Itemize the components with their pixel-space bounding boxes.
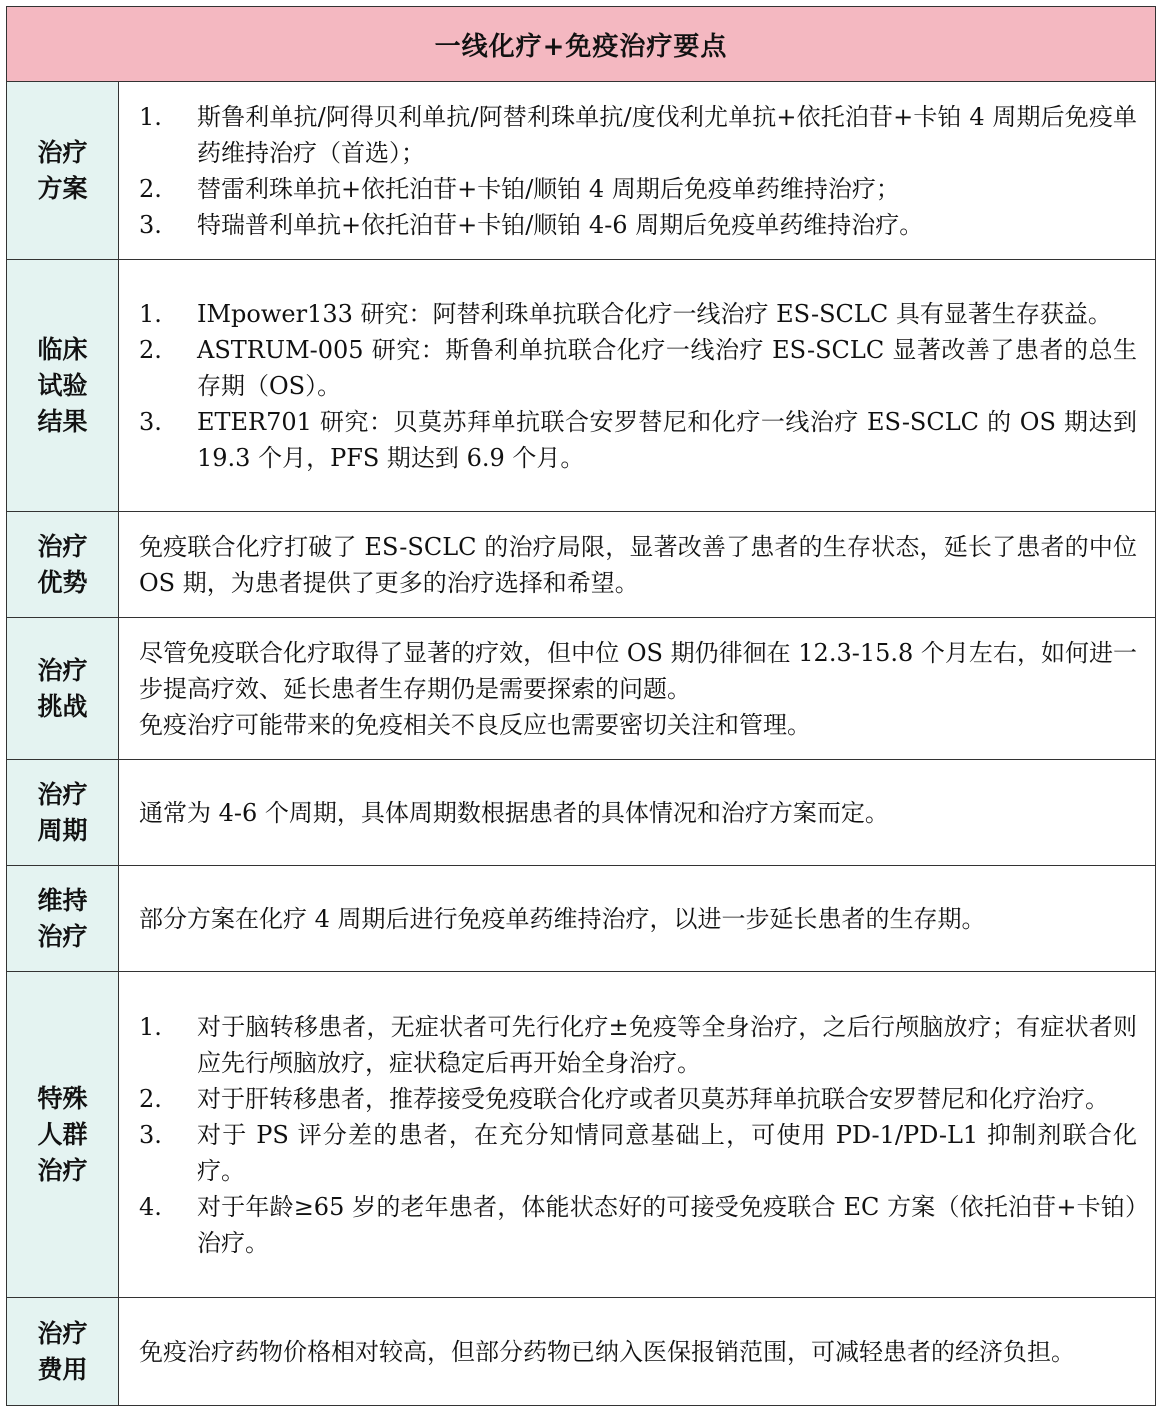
row-label: 治疗挑战 — [37, 655, 88, 721]
row-label: 治疗周期 — [37, 779, 88, 845]
row-content-cell — [119, 260, 1156, 512]
row-content-cell — [119, 972, 1156, 1298]
list-item-text: 对于 PS 评分差的患者，在充分知情同意基础上，可使用 PD-1/PD-L1 抑制剂联合化疗。 — [197, 1120, 1137, 1185]
row-label-cell — [7, 972, 119, 1298]
key-points-table — [6, 6, 1156, 1406]
paragraph: 尽管免疫联合化疗取得了显著的疗效，但中位 OS 期仍徘徊在 12.3-15.8 个月左右，如何进一步提高疗效、延长患者生存期仍是需要探索的问题。 — [139, 638, 1137, 703]
row-label: 治疗优势 — [37, 531, 88, 597]
table-row — [7, 760, 1156, 866]
paragraph: 免疫联合化疗打破了 ES-SCLC 的治疗局限，显著改善了患者的生存状态，延长了患者的中位 OS 期，为患者提供了更多的治疗选择和希望。 — [139, 532, 1137, 597]
paragraph: 通常为 4-6 个周期，具体周期数根据患者的具体情况和治疗方案而定。 — [139, 798, 889, 827]
row-content-cell — [119, 512, 1156, 618]
list-item — [139, 404, 1137, 476]
row-label-cell — [7, 82, 119, 260]
table-row — [7, 972, 1156, 1298]
paragraph: 免疫治疗药物价格相对较高，但部分药物已纳入医保报销范围，可减轻患者的经济负担。 — [139, 1337, 1075, 1366]
table-row — [7, 82, 1156, 260]
list-item-text: ETER701 研究：贝莫苏拜单抗联合安罗替尼和化疗一线治疗 ES-SCLC 的 OS 期达到 19.3 个月，PFS 期达到 6.9 个月。 — [197, 407, 1137, 472]
row-label-cell — [7, 866, 119, 972]
row-content-cell — [119, 760, 1156, 866]
paragraph: 免疫治疗可能带来的免疫相关不良反应也需要密切关注和管理。 — [139, 710, 811, 739]
list-item-number: 3. — [139, 1120, 162, 1149]
row-label: 维持治疗 — [37, 885, 88, 951]
row-label-cell — [7, 260, 119, 512]
list-item-number: 4. — [139, 1192, 162, 1221]
list-item-number: 2. — [139, 1084, 162, 1113]
row-content-cell — [119, 1298, 1156, 1406]
row-label-cell — [7, 618, 119, 760]
row-label: 临床试验结果 — [37, 334, 88, 436]
list-item-number: 3. — [139, 407, 162, 436]
row-label-cell — [7, 760, 119, 866]
list-item-text: ASTRUM-005 研究：斯鲁利单抗联合化疗一线治疗 ES-SCLC 显著改善了患者的总生存期（OS）。 — [197, 335, 1137, 400]
row-content-cell — [119, 866, 1156, 972]
table-body — [7, 7, 1156, 1406]
row-label-cell — [7, 512, 119, 618]
row-label: 治疗费用 — [37, 1318, 88, 1384]
list-item — [139, 171, 1137, 207]
list-item-text: 斯鲁利单抗/阿得贝利单抗/阿替利珠单抗/度伐利尤单抗+依托泊苷+卡铂 4 周期后免疫单药维持治疗（首选）； — [197, 102, 1137, 167]
list-item — [139, 99, 1137, 171]
list-item-text: IMpower133 研究：阿替利珠单抗联合化疗一线治疗 ES-SCLC 具有显著生存获益。 — [197, 299, 1112, 328]
row-content-cell — [119, 82, 1156, 260]
list-item — [139, 1009, 1137, 1081]
row-label-cell — [7, 1298, 119, 1406]
list-item-number: 3. — [139, 210, 162, 239]
list-item — [139, 296, 1137, 332]
row-label: 治疗方案 — [37, 137, 88, 203]
row-label: 特殊人群治疗 — [37, 1083, 88, 1185]
list-item-text: 对于年龄≥65 岁的老年患者，体能状态好的可接受免疫联合 EC 方案（依托泊苷+卡铂）治疗。 — [197, 1192, 1137, 1257]
table-title: 一线化疗+免疫治疗要点 — [7, 7, 1156, 82]
list-item — [139, 1117, 1137, 1189]
table-row — [7, 260, 1156, 512]
table-row — [7, 1298, 1156, 1406]
list-item-text: 对于肝转移患者，推荐接受免疫联合化疗或者贝莫苏拜单抗联合安罗替尼和化疗治疗。 — [197, 1084, 1109, 1113]
row-content-cell — [119, 618, 1156, 760]
paragraph: 部分方案在化疗 4 周期后进行免疫单药维持治疗，以进一步延长患者的生存期。 — [139, 904, 986, 933]
table-row — [7, 866, 1156, 972]
list-item-number: 1. — [139, 1012, 162, 1041]
list-item-text: 对于脑转移患者，无症状者可先行化疗±免疫等全身治疗，之后行颅脑放疗；有症状者则应先行颅脑放疗，症状稳定后再开始全身治疗。 — [197, 1012, 1137, 1077]
title-row — [7, 7, 1156, 82]
list-item — [139, 207, 1137, 243]
list-item-number: 1. — [139, 102, 162, 131]
list-item — [139, 332, 1137, 404]
list-item — [139, 1189, 1137, 1261]
table-row — [7, 618, 1156, 760]
list-item-number: 2. — [139, 335, 162, 364]
table-row — [7, 512, 1156, 618]
list-item-number: 2. — [139, 174, 162, 203]
list-item-number: 1. — [139, 299, 162, 328]
list-item — [139, 1081, 1137, 1117]
list-item-text: 替雷利珠单抗+依托泊苷+卡铂/顺铂 4 周期后免疫单药维持治疗； — [197, 174, 900, 203]
list-item-text: 特瑞普利单抗+依托泊苷+卡铂/顺铂 4-6 周期后免疫单药维持治疗。 — [197, 210, 924, 239]
